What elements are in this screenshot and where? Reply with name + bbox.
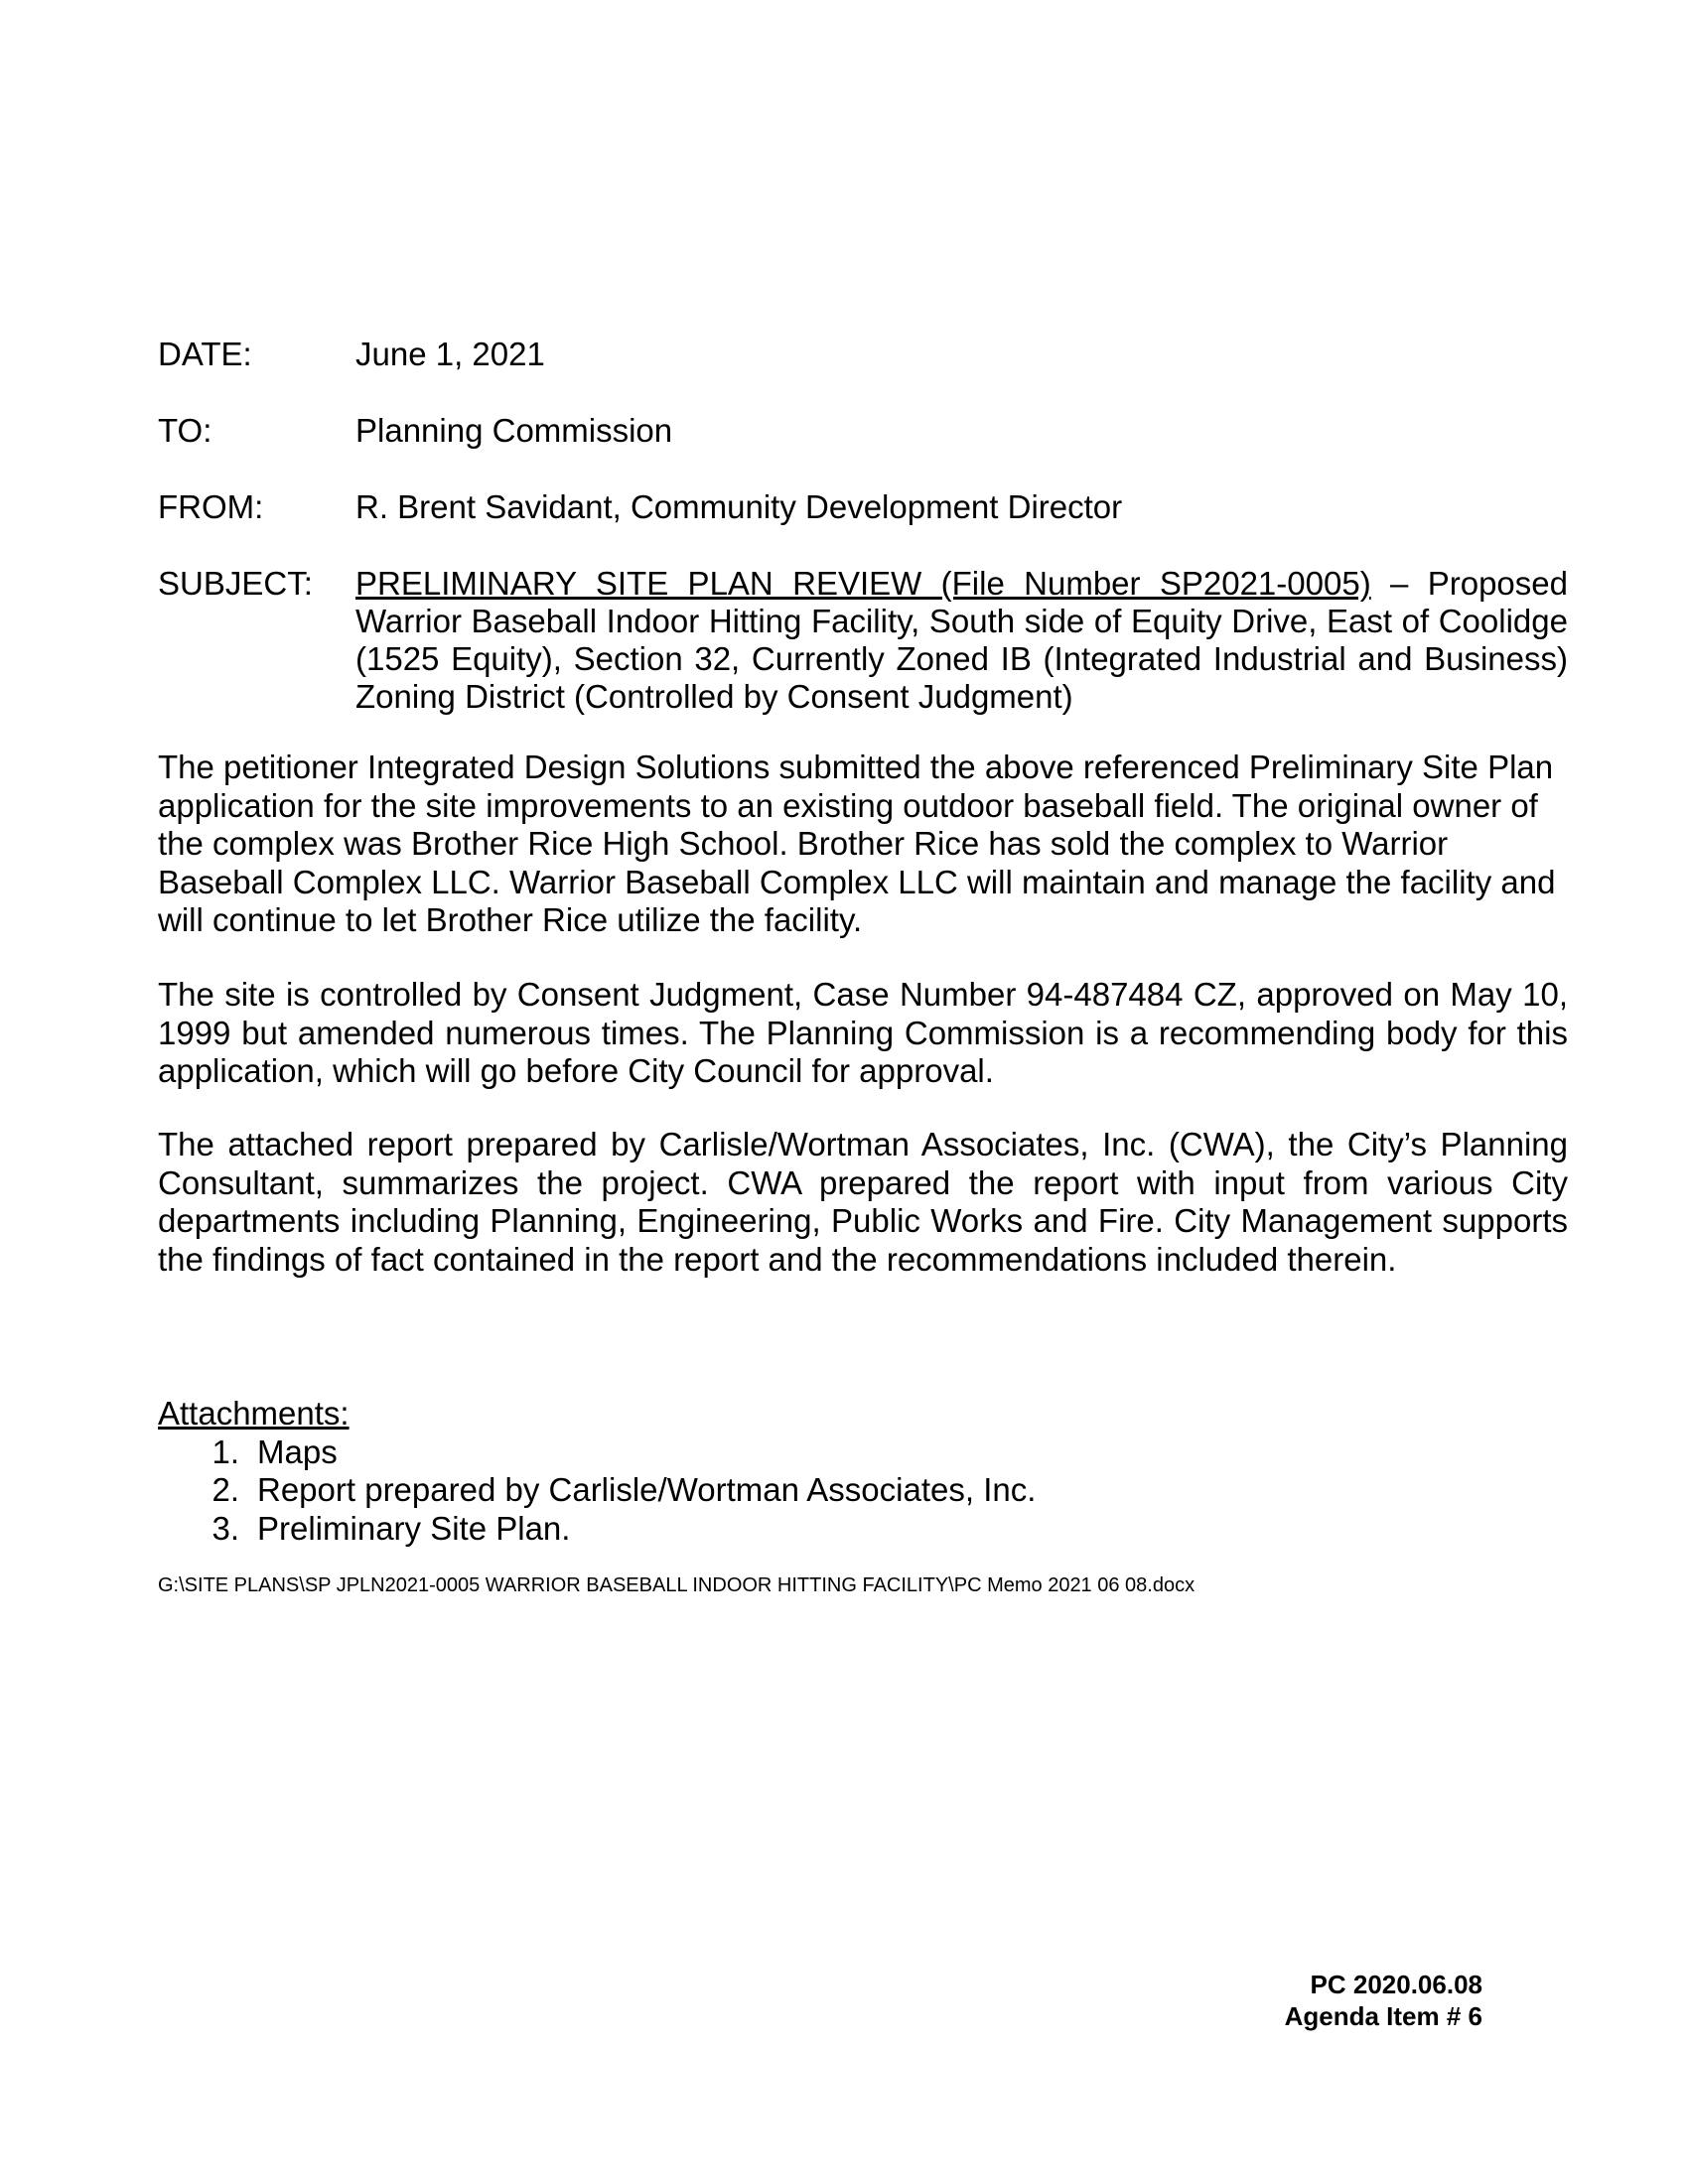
date-value: June 1, 2021: [355, 336, 545, 372]
attachment-item: [158, 1433, 1568, 1472]
agenda-item-number: Agenda Item # 6: [1284, 2001, 1482, 2031]
attachment-number: 3.: [211, 1509, 239, 1547]
from-label: FROM:: [158, 488, 264, 525]
agenda-reference: [1285, 1969, 1482, 2032]
attachment-item: [158, 1510, 1568, 1549]
subject-label: SUBJECT:: [158, 565, 313, 602]
to-row: [158, 412, 1568, 450]
attachments-heading: Attachments:: [158, 1395, 350, 1432]
body-paragraph-3: The attached report prepared by Carlisle/Wortman Associates, Inc. (CWA), the City’s Planning Consultant, summarizes the project. CWA prepared the report with input from various City departments including Planning, Engineering, Public Works and Fire. City Management supports the findings of fact contained in the report and the recommendations included therein.: [158, 1126, 1568, 1278]
attachments-list: [158, 1433, 1568, 1549]
to-label: TO:: [158, 412, 212, 449]
date-label: DATE:: [158, 336, 252, 372]
to-value: Planning Commission: [355, 412, 673, 449]
attachment-text: Maps: [257, 1433, 338, 1470]
attachment-text: Preliminary Site Plan.: [257, 1509, 571, 1547]
attachment-item: [158, 1471, 1568, 1510]
attachment-text: Report prepared by Carlisle/Wortman Associates, Inc.: [257, 1471, 1037, 1508]
attachment-number: 2.: [211, 1471, 239, 1508]
memo-header: [158, 336, 1568, 716]
subject-row: [158, 565, 1568, 716]
attachment-number: 1.: [211, 1433, 239, 1470]
meeting-reference: PC 2020.06.08: [1310, 1970, 1482, 1999]
file-path: G:\SITE PLANS\SP JPLN2021-0005 WARRIOR BASEBALL INDOOR HITTING FACILITY\PC Memo 2021 06 08.docx: [158, 1574, 1196, 1596]
body-paragraph-1: The petitioner Integrated Design Solutions submitted the above referenced Preliminary Site Plan application for the site improvements to an existing outdoor baseball field. The original owner of the complex was Brother Rice High School. Brother Rice has sold the complex to Warrior Baseball Complex LLC. Warrior Baseball Complex LLC will maintain and manage the facility and will continue to let Brother Rice utilize the facility.: [158, 749, 1556, 938]
from-row: [158, 488, 1568, 526]
subject-file-reference: PRELIMINARY SITE PLAN REVIEW (File Number SP2021-0005): [355, 565, 1371, 602]
date-row: [158, 336, 1568, 373]
from-value: R. Brent Savidant, Community Development Director: [355, 488, 1123, 525]
subject-description: – Proposed Warrior Baseball Indoor Hitting Facility, South side of Equity Drive, East of Coolidge (1525 Equity), Section 32, Currently Zoned IB (Integrated Industrial and Business) Zoning District (Controlled by Consent Judgment): [355, 565, 1568, 715]
attachments-section: [158, 1395, 1568, 1548]
subject-value: [355, 565, 1568, 716]
body-paragraph-2: The site is controlled by Consent Judgment, Case Number 94-487484 CZ, approved on May 10, 1999 but amended numerous times. The Planning Commission is a recommending body for this application, which will go before City Council for approval.: [158, 976, 1568, 1089]
